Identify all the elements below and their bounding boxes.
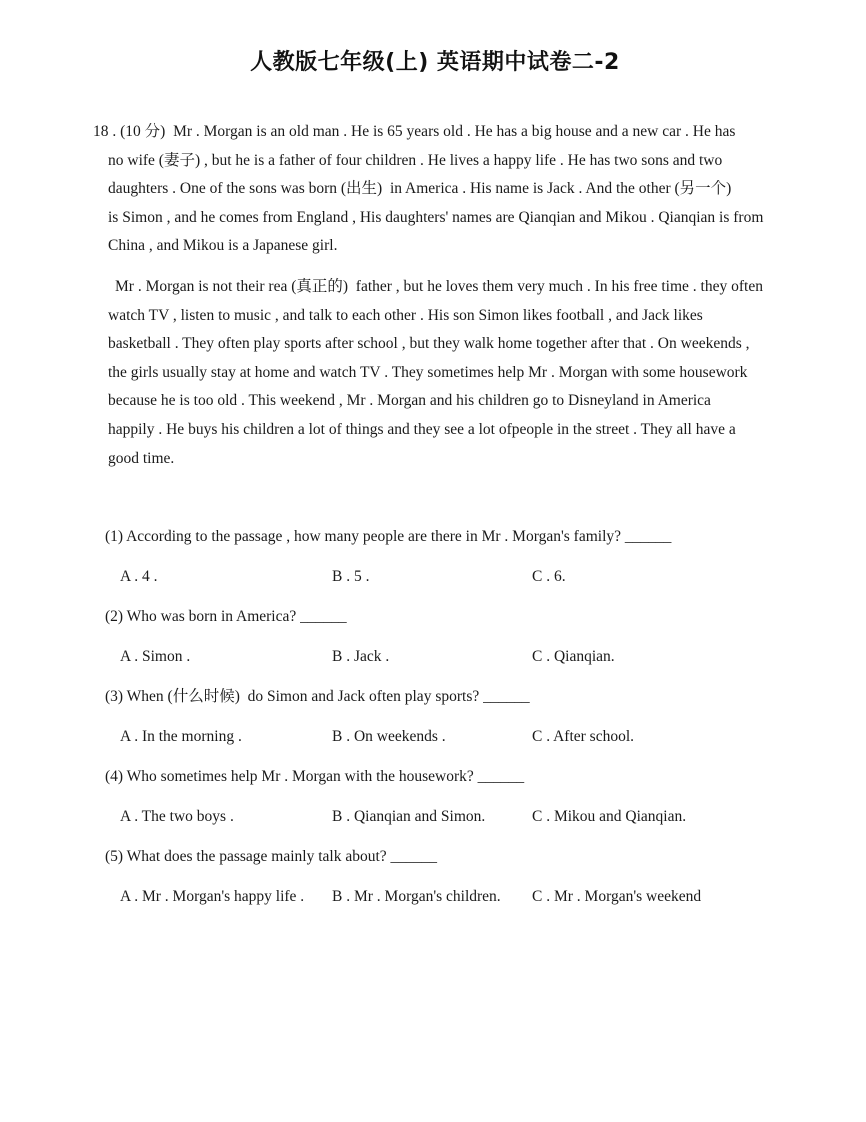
passage-line: China , and Mikou is a Japanese girl. <box>108 237 338 255</box>
passage-line: Mr . Morgan is not their rea (真正的) father , but he loves them very much . In his free time . they often <box>115 277 763 295</box>
option-c: C . 6. <box>532 568 566 586</box>
option-a: A . In the morning . <box>120 728 242 746</box>
answer-blank: ______ <box>624 528 672 546</box>
passage-line: because he is too old . This weekend , Mr . Morgan and his children go to Disneyland in America <box>108 392 711 410</box>
answer-blank: ______ <box>390 848 438 866</box>
passage-line: no wife (妻子) , but he is a father of four children . He lives a happy life . He has two sons and two <box>108 151 723 169</box>
option-b: B . Jack . <box>332 648 390 666</box>
question-text: (3) When (什么时候) do Simon and Jack often play sports? <box>105 688 484 706</box>
option-a: A . Simon . <box>120 648 191 666</box>
question-1-prompt <box>105 527 770 547</box>
option-a: A . 4 . <box>120 568 158 586</box>
option-a: A . Mr . Morgan's happy life . <box>120 888 305 906</box>
passage-line: 18 . (10 分) Mr . Morgan is an old man . He is 65 years old . He has a big house and a new car . He has <box>93 123 736 140</box>
reading-passage <box>93 118 770 473</box>
question-5-options <box>120 887 770 907</box>
option-a: A . The two boys . <box>120 808 234 826</box>
passage-line: basketball . They often play sports after school , but they walk home together after that . On weekends , <box>108 335 750 353</box>
question-2-options <box>120 647 770 667</box>
question-text: (5) What does the passage mainly talk about? <box>105 848 391 866</box>
option-c: C . Mr . Morgan's weekend <box>532 888 702 906</box>
questions-section <box>105 527 770 907</box>
question-3-options <box>120 727 770 747</box>
option-c: C . After school. <box>532 728 635 746</box>
option-c: C . Mikou and Qianqian. <box>532 808 687 826</box>
question-3-prompt <box>105 687 770 707</box>
page-title: 人教版七年级(上) 英语期中试卷二-2 <box>250 50 620 75</box>
question-1-options <box>120 567 770 587</box>
question-4-prompt <box>105 767 770 787</box>
passage-line: the girls usually stay at home and watch TV . They sometimes help Mr . Morgan with some housework <box>108 363 748 381</box>
passage-line: happily . He buys his children a lot of things and they see a lot ofpeople in the street . They all have a <box>108 420 736 438</box>
passage-line: good time. <box>108 449 175 467</box>
passage-line: watch TV , listen to music , and talk to each other . His son Simon likes football , and Jack likes <box>108 306 703 324</box>
question-4-options <box>120 807 770 827</box>
option-b: B . Mr . Morgan's children. <box>332 888 501 906</box>
option-c: C . Qianqian. <box>532 648 615 666</box>
answer-blank: ______ <box>300 608 347 626</box>
answer-blank: ______ <box>477 768 525 786</box>
passage-paragraph-2 <box>108 273 770 473</box>
passage-line: daughters . One of the sons was born (出生) in America . His name is Jack . And the other (另一个) <box>108 180 732 198</box>
question-2-prompt <box>105 607 770 627</box>
question-text: (1) According to the passage , how many people are there in Mr . Morgan's family? <box>105 528 625 546</box>
option-b: B . On weekends . <box>332 728 446 746</box>
option-b: B . 5 . <box>332 568 370 586</box>
answer-blank: ______ <box>483 688 530 706</box>
question-text: (4) Who sometimes help Mr . Morgan with the housework? <box>105 768 478 786</box>
passage-line: is Simon , and he comes from England , His daughters' names are Qianqian and Mikou . Qianqian is from <box>108 208 764 226</box>
option-b: B . Qianqian and Simon. <box>332 808 486 826</box>
question-text: (2) Who was born in America? <box>105 608 301 626</box>
question-5-prompt <box>105 847 770 867</box>
passage-paragraph-1 <box>93 118 770 261</box>
